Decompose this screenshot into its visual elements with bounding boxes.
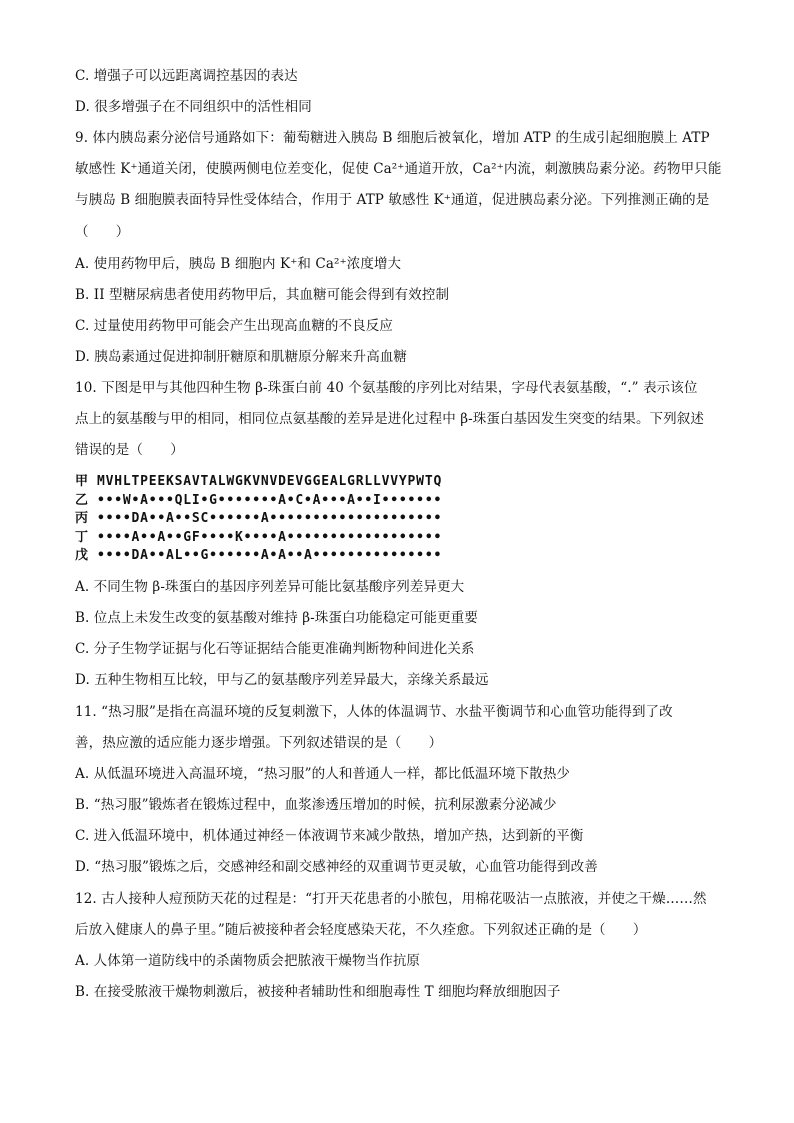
q9-option-c: C. 过量使用药物甲可能会产生出现高血糖的不良反应 <box>75 318 393 334</box>
q10-option-c: C. 分子生物学证据与化石等证据结合能更准确判断物种间进化关系 <box>75 641 475 657</box>
q10-option-b: B. 位点上未发生改变的氨基酸对维持 β-珠蛋白功能稳定可能更重要 <box>75 610 478 626</box>
amino-acid-sequence: •••W•A•••QLI•G•••••••A•C•A•••A••I••••••• <box>97 492 443 508</box>
amino-acid-sequence: ••••DA••AL••G••••••A•A••A••••••••••••••• <box>97 548 443 563</box>
amino-acid-sequence: ••••A••A••GF••••K••••A•••••••••••••••••• <box>97 529 443 545</box>
sequence-row <box>75 492 442 511</box>
q10-stem-line-3: 错误的是（ ） <box>75 442 184 458</box>
sequence-row <box>75 529 442 548</box>
q11-option-b: B. “热习服”锻炼者在锻炼过程中，血浆渗透压增加的时候，抗利尿激素分泌减少 <box>75 797 557 813</box>
q9-stem-line-2: 敏感性 K⁺通道关闭，使膜两侧电位差变化，促使 Ca²⁺通道开放，Ca²⁺内流，刺激胰岛素分泌。药物甲只能 <box>75 161 722 177</box>
q11-option-d: D. “热习服”锻炼之后，交感神经和副交感神经的双重调节更灵敏，心血管功能得到改善 <box>75 859 598 875</box>
q10-stem-line-1: 10. 下图是甲与其他四种生物 β-珠蛋白前 40 个氨基酸的序列比对结果，字母代表氨基酸，“.” 表示该位 <box>75 380 698 396</box>
q12-stem-line-1: 12. 古人接种人痘预防天花的过程是：“打开天花患者的小脓包，用棉花吸沾一点脓液，并使之干燥……然 <box>75 891 707 907</box>
sequence-row <box>75 473 442 492</box>
q9-option-b: B. II 型糖尿病患者使用药物甲后，其血糖可能会得到有效控制 <box>75 287 450 303</box>
q11-stem-line-2: 善，热应激的适应能力逐步增强。下列叙述错误的是（ ） <box>75 735 443 751</box>
q9-stem-line-1: 9. 体内胰岛素分泌信号通路如下：葡萄糖进入胰岛 B 细胞后被氧化，增加 ATP 的生成引起细胞膜上 ATP <box>75 130 710 146</box>
q8-option-d: D. 很多增强子在不同组织中的活性相同 <box>75 99 312 115</box>
amino-acid-sequence: ••••DA••A••SC••••••A•••••••••••••••••••• <box>97 511 443 526</box>
q11-option-c: C. 进入低温环境中，机体通过神经－体液调节来减少散热，增加产热，达到新的平衡 <box>75 828 584 844</box>
q12-stem-line-2: 后放入健康人的鼻子里。”随后被接种者会轻度感染天花，不久痊愈。下列叙述正确的是（ ） <box>75 922 647 938</box>
q10-option-d: D. 五种生物相互比较，甲与乙的氨基酸序列差异最大，亲缘关系最远 <box>75 672 489 688</box>
species-name: 丁 <box>75 529 89 545</box>
species-name: 丙 <box>75 511 89 526</box>
sequence-row <box>75 547 442 566</box>
q11-option-a: A. 从低温环境进入高温环境，“热习服”的人和普通人一样，都比低温环境下散热少 <box>75 766 571 782</box>
q8-option-c: C. 增强子可以远距离调控基因的表达 <box>75 68 298 84</box>
amino-acid-sequence: MVHLTPEEKSAVTALWGKVNVDEVGGEALGRLLVVYPWTQ <box>97 474 443 489</box>
q11-stem-line-1: 11. “热习服”是指在高温环境的反复刺激下，人体的体温调节、水盐平衡调节和心血管功能得到了改 <box>75 704 673 720</box>
sequence-row <box>75 510 442 529</box>
species-name: 甲 <box>75 474 89 489</box>
species-name: 乙 <box>75 492 89 508</box>
q10-option-a: A. 不同生物 β-珠蛋白的基因序列差异可能比氨基酸序列差异更大 <box>75 579 465 595</box>
q9-answer-bracket: （ ） <box>75 224 130 240</box>
q9-stem-line-3: 与胰岛 B 细胞膜表面特异性受体结合，作用于 ATP 敏感性 K⁺通道，促进胰岛素分泌。下列推测正确的是 <box>75 192 710 208</box>
sequence-alignment-table <box>75 473 442 566</box>
q9-option-a: A. 使用药物甲后，胰岛 B 细胞内 K⁺和 Ca²⁺浓度增大 <box>75 256 402 272</box>
species-name: 戊 <box>75 548 89 563</box>
q9-option-d: D. 胰岛素通过促进抑制肝糖原和肌糖原分解来升高血糖 <box>75 349 408 365</box>
q10-stem-line-2: 点上的氨基酸与甲的相同，相同位点氨基酸的差异是进化过程中 β-珠蛋白基因发生突变的结果。下列叙述 <box>75 411 704 427</box>
q12-option-b: B. 在接受脓液干燥物刺激后，被接种者辅助性和细胞毒性 T 细胞均释放细胞因子 <box>75 984 561 1000</box>
q12-option-a: A. 人体第一道防线中的杀菌物质会把脓液干燥物当作抗原 <box>75 953 421 969</box>
